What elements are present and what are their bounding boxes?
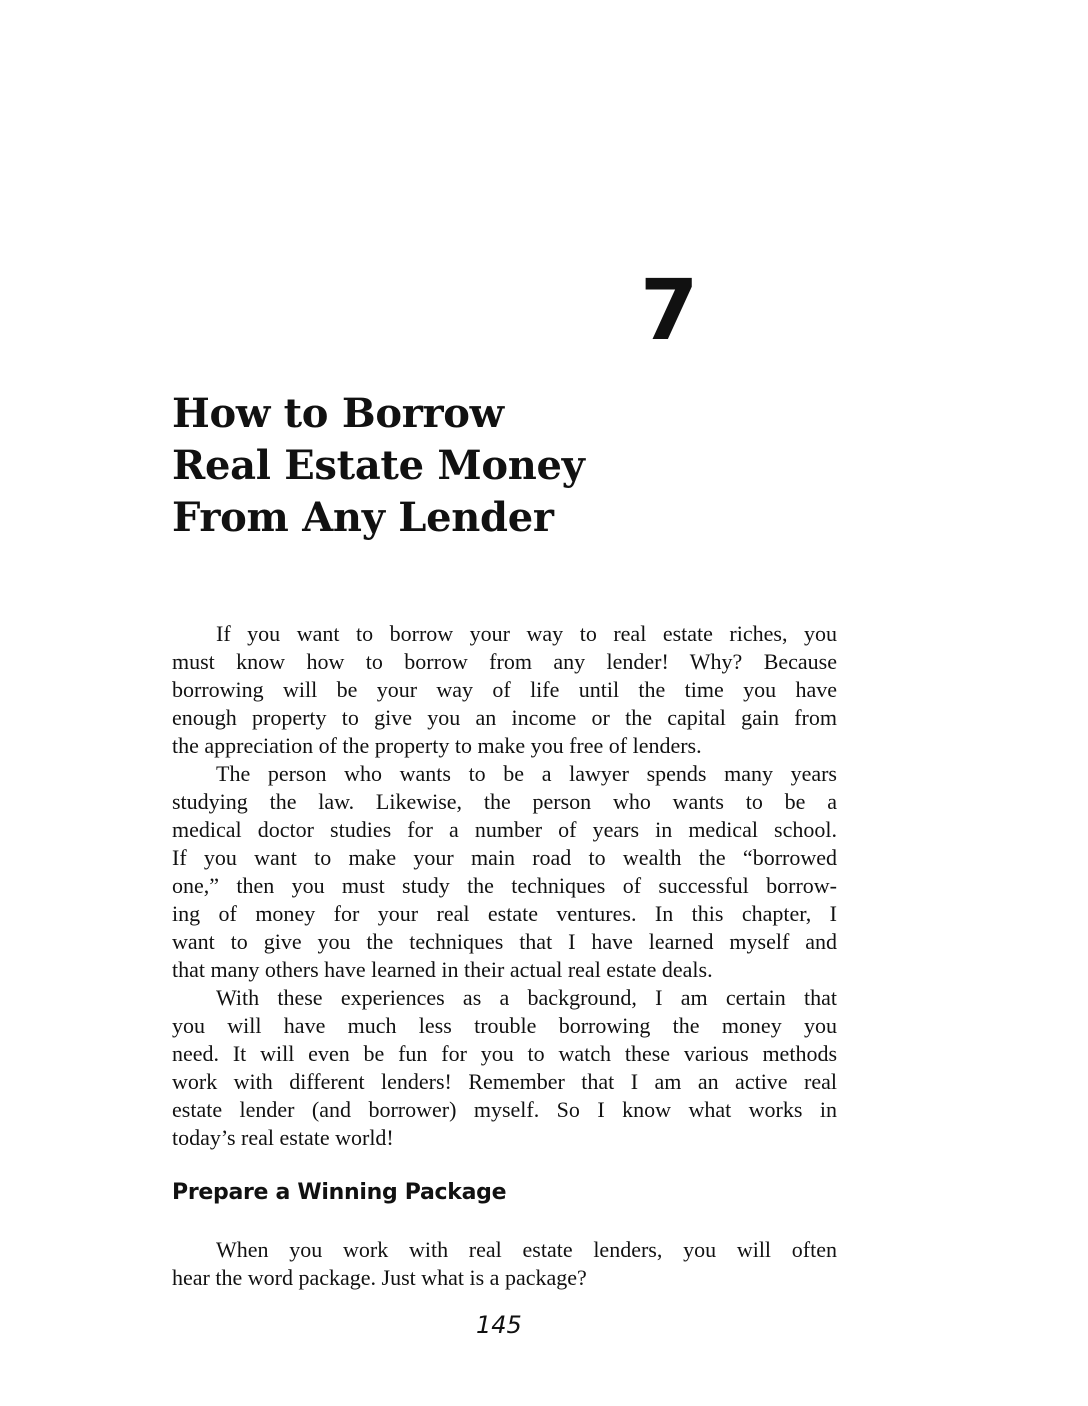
- chapter-title-line: How to Borrow: [172, 390, 504, 437]
- page-number: 145: [476, 1311, 522, 1339]
- body-line: today’s real estate world!: [172, 1125, 394, 1150]
- body-line: If you want to borrow your way to real estate riches, you: [216, 621, 837, 646]
- body-line: work with different lenders! Remember that I am an active real: [172, 1069, 837, 1094]
- body-line: With these experiences as a background, I am certain that: [216, 985, 837, 1010]
- body-line: When you work with real estate lenders, you will often: [216, 1237, 837, 1262]
- chapter-title-line: Real Estate Money: [172, 442, 585, 489]
- body-line: want to give you the techniques that I have learned myself and: [172, 929, 837, 954]
- body-line: medical doctor studies for a number of years in medical school.: [172, 817, 837, 842]
- body-line: If you want to make your main road to wealth the “borrowed: [172, 845, 837, 870]
- body-line: the appreciation of the property to make you free of lenders.: [172, 733, 702, 758]
- section-heading: Prepare a Winning Package: [172, 1180, 507, 1205]
- chapter-number: 7: [640, 261, 699, 359]
- body-line: estate lender (and borrower) myself. So I know what works in: [172, 1097, 837, 1122]
- body-line: borrowing will be your way of life until the time you have: [172, 677, 837, 702]
- body-line: must know how to borrow from any lender! Why? Because: [172, 649, 837, 674]
- body-line: one,” then you must study the techniques of successful borrow-: [172, 873, 837, 898]
- body-line: The person who wants to be a lawyer spends many years: [216, 761, 837, 786]
- body-line: studying the law. Likewise, the person who wants to be a: [172, 789, 837, 814]
- body-line: that many others have learned in their actual real estate deals.: [172, 957, 713, 982]
- chapter-title-line: From Any Lender: [172, 494, 554, 541]
- section-body: [172, 1236, 837, 1292]
- chapter-body: [172, 620, 837, 1152]
- body-line: enough property to give you an income or the capital gain from: [172, 705, 837, 730]
- body-line: hear the word package. Just what is a package?: [172, 1265, 587, 1290]
- body-line: need. It will even be fun for you to watch these various methods: [172, 1041, 837, 1066]
- body-line: ing of money for your real estate ventures. In this chapter, I: [172, 901, 837, 926]
- body-line: you will have much less trouble borrowing the money you: [172, 1013, 837, 1038]
- chapter-title: [172, 388, 792, 544]
